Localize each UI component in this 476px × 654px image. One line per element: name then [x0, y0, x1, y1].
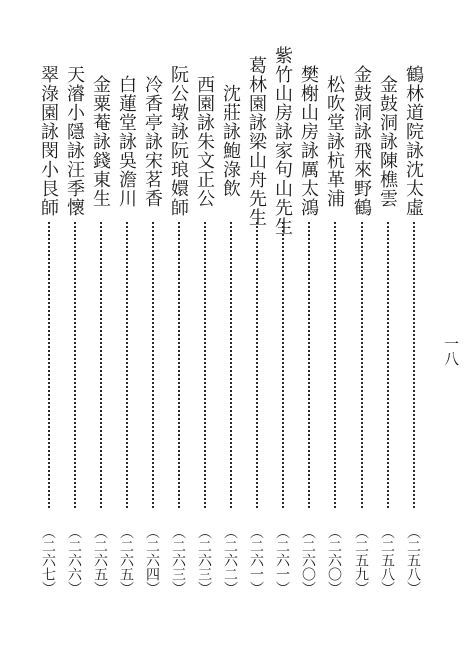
toc-entry [167, 26, 189, 598]
toc-entry-title: 樊榭山房詠厲太鴻 [298, 65, 319, 217]
toc-entry-title: 阮公墩詠阮琅嬛師 [168, 65, 189, 217]
toc-entry [323, 26, 345, 598]
leader-dots [245, 222, 258, 508]
toc-entry [350, 26, 372, 598]
toc-entry [193, 26, 215, 598]
toc-entry [402, 26, 424, 598]
page-number: 一八 [442, 336, 460, 366]
toc-entry-page: （二六三） [170, 525, 186, 595]
leader-dots [63, 222, 76, 508]
toc-entry-title: 白蓮堂詠吳澹川 [116, 74, 137, 208]
toc-entry-title: 沈莊詠鮑淥飲 [220, 84, 241, 198]
toc-entry-title: 西園詠朱文正公 [194, 74, 215, 208]
toc-entry [63, 26, 85, 598]
toc-entry-page: （二六〇） [326, 525, 342, 595]
toc-entry-title: 松吹堂詠杭革浦 [324, 74, 345, 208]
toc-entry-page: （二六二） [222, 525, 238, 595]
leader-dots [350, 222, 363, 508]
toc-entry-page: （二五九） [353, 525, 369, 595]
toc-entry-page: （二六一） [274, 525, 290, 595]
toc-entry-title: 金鼓洞詠陳樵雲 [377, 74, 398, 208]
toc-entry-page: （二六七） [40, 525, 56, 595]
leader-dots [89, 222, 102, 508]
toc-entry [271, 26, 293, 598]
toc-entry [115, 26, 137, 598]
toc-entry-title: 紫竹山房詠家句山先生 [272, 46, 293, 236]
leader-dots [323, 222, 336, 508]
toc-entry [89, 26, 111, 598]
toc-entry-page: （二六六） [66, 525, 82, 595]
toc-entry-page: （二五八） [405, 525, 421, 595]
toc-entry-page: （二六三） [196, 525, 212, 595]
leader-dots [167, 222, 180, 508]
leader-dots [297, 222, 310, 508]
toc-entry-title: 鶴林道院詠沈太虛 [403, 65, 424, 217]
toc-entry-title: 翠淥園詠閔小艮師 [38, 65, 59, 217]
toc-entry-page: （二六四） [144, 525, 160, 595]
leader-dots [141, 222, 154, 508]
toc-entry-title: 天濬小隱詠汪季懷 [64, 65, 85, 217]
toc-entry [141, 26, 163, 598]
leader-dots [376, 222, 389, 508]
toc-entry [376, 26, 398, 598]
toc-entry [37, 26, 59, 598]
toc-entry-title: 金鼓洞詠飛來野鶴 [351, 65, 372, 217]
leader-dots [115, 222, 128, 508]
leader-dots [402, 222, 415, 508]
leader-dots [271, 222, 284, 508]
toc-entry [297, 26, 319, 598]
leader-dots [37, 222, 50, 508]
toc-entry [219, 26, 241, 598]
toc-entry-page: （二五八） [379, 525, 395, 595]
toc-entry-title: 金粟菴詠錢東生 [90, 74, 111, 208]
toc-entry-page: （二六〇） [300, 525, 316, 595]
toc-entry-page: （二六一） [248, 525, 264, 595]
toc-entry-page: （二六五） [118, 525, 134, 595]
toc-entry-title: 冷香亭詠宋茗香 [142, 74, 163, 208]
leader-dots [219, 222, 232, 508]
toc-entry-title: 葛林園詠梁山舟先生 [246, 55, 267, 227]
leader-dots [193, 222, 206, 508]
toc-entry [245, 26, 267, 598]
toc-entry-page: （二六五） [92, 525, 108, 595]
